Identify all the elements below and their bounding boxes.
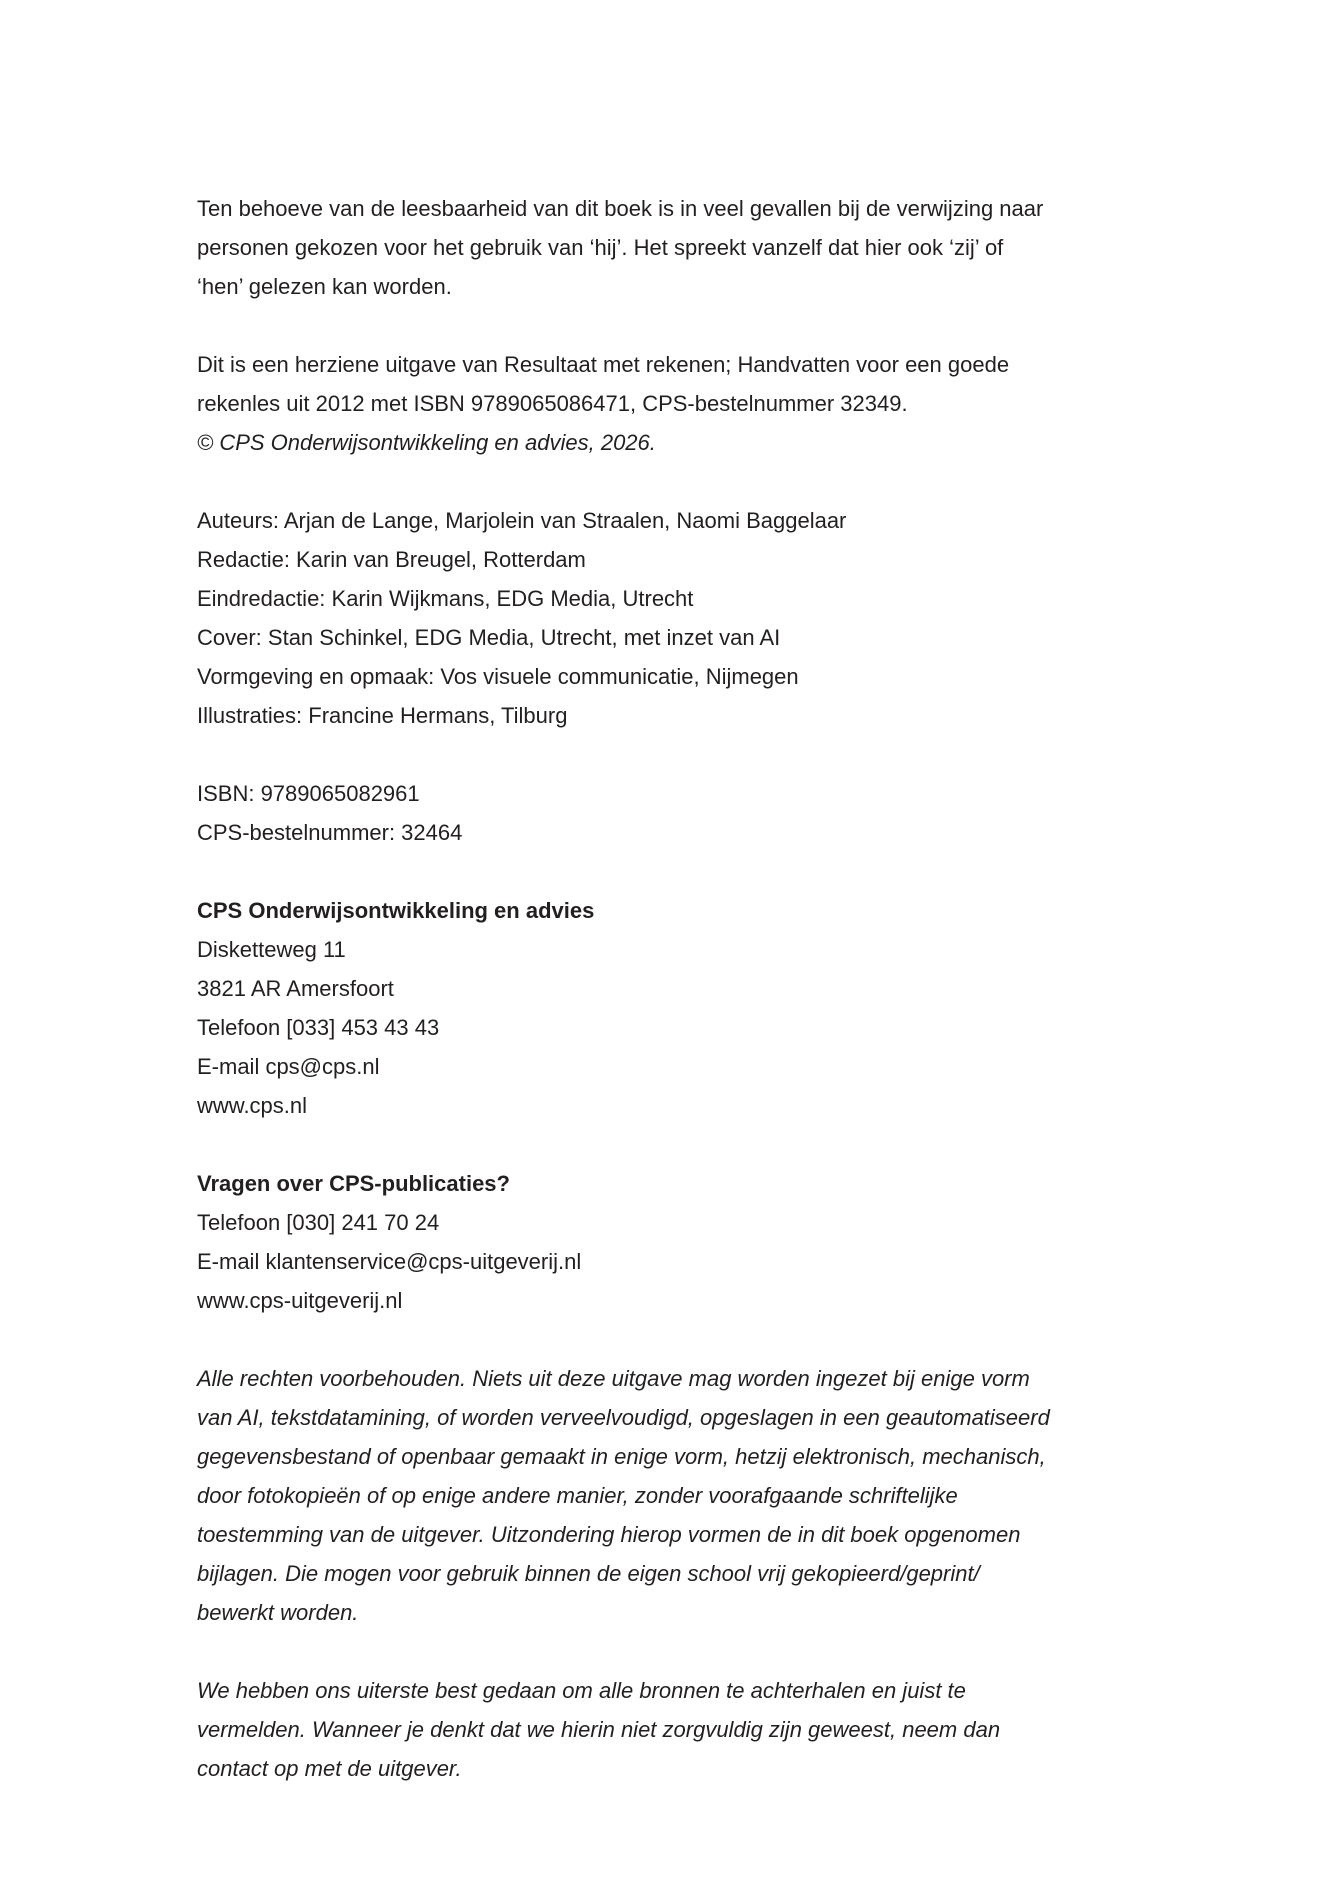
- publisher-street: Disketteweg 11: [197, 937, 346, 962]
- text-line: door fotokopieën of op enige andere manier, zonder voorafgaande schriftelijke: [197, 1483, 958, 1508]
- text-line: gegevensbestand of openbaar gemaakt in enige vorm, hetzij elektronisch, mechanisch,: [197, 1444, 1046, 1469]
- text-line: bewerkt worden.: [197, 1600, 359, 1625]
- publisher-city: 3821 AR Amersfoort: [197, 976, 394, 1001]
- publisher-address-block: [197, 891, 1197, 1125]
- spacer: [197, 1125, 1197, 1164]
- text-line: contact op met de uitgever.: [197, 1756, 462, 1781]
- spacer: [197, 1632, 1197, 1671]
- text-line: Ten behoeve van de leesbaarheid van dit boek is in veel gevallen bij de verwijzing naar: [197, 196, 1044, 221]
- gender-note-paragraph: [197, 189, 1197, 306]
- colophon-page: [197, 189, 1197, 1788]
- text-line: vermelden. Wanneer je denkt dat we hierin niet zorgvuldig zijn geweest, neem dan: [197, 1717, 1001, 1742]
- isbn: ISBN: 9789065082961: [197, 781, 420, 806]
- spacer: [197, 306, 1197, 345]
- text-line: bijlagen. Die mogen voor gebruik binnen de eigen school vrij gekopieerd/geprint/: [197, 1561, 980, 1586]
- publisher-phone: Telefoon [033] 453 43 43: [197, 1015, 440, 1040]
- edition-paragraph: [197, 345, 1197, 462]
- credit-final-editor: Eindredactie: Karin Wijkmans, EDG Media, Utrecht: [197, 586, 694, 611]
- publisher-name: CPS Onderwijsontwikkeling en advies: [197, 898, 595, 923]
- credits-list: [197, 501, 1197, 735]
- order-number: CPS-bestelnummer: 32464: [197, 820, 463, 845]
- text-line: rekenles uit 2012 met ISBN 9789065086471, CPS-bestelnummer 32349.: [197, 391, 908, 416]
- spacer: [197, 1320, 1197, 1359]
- text-line: van AI, tekstdatamining, of worden verveelvoudigd, opgeslagen in een geautomatiseerd: [197, 1405, 1050, 1430]
- questions-heading: Vragen over CPS-publicaties?: [197, 1171, 510, 1196]
- questions-phone: Telefoon [030] 241 70 24: [197, 1210, 440, 1235]
- questions-email: E-mail klantenservice@cps-uitgeverij.nl: [197, 1249, 582, 1274]
- credit-illustrations: Illustraties: Francine Hermans, Tilburg: [197, 703, 568, 728]
- sources-note-paragraph: [197, 1671, 1197, 1788]
- credit-design: Vormgeving en opmaak: Vos visuele communicatie, Nijmegen: [197, 664, 799, 689]
- credit-editor: Redactie: Karin van Breugel, Rotterdam: [197, 547, 586, 572]
- spacer: [197, 852, 1197, 891]
- spacer: [197, 735, 1197, 774]
- text-line: ‘hen’ gelezen kan worden.: [197, 274, 452, 299]
- questions-website: www.cps-uitgeverij.nl: [197, 1288, 403, 1313]
- credit-cover: Cover: Stan Schinkel, EDG Media, Utrecht, met inzet van AI: [197, 625, 781, 650]
- publisher-email: E-mail cps@cps.nl: [197, 1054, 380, 1079]
- questions-block: [197, 1164, 1197, 1320]
- publisher-website: www.cps.nl: [197, 1093, 308, 1118]
- text-line: Dit is een herziene uitgave van Resultaat met rekenen; Handvatten voor een goede: [197, 352, 1010, 377]
- spacer: [197, 462, 1197, 501]
- credit-authors: Auteurs: Arjan de Lange, Marjolein van Straalen, Naomi Baggelaar: [197, 508, 847, 533]
- identifiers-block: [197, 774, 1197, 852]
- text-line: toestemming van de uitgever. Uitzondering hierop vormen de in dit boek opgenomen: [197, 1522, 1021, 1547]
- copyright-notice: © CPS Onderwijsontwikkeling en advies, 2026.: [197, 430, 656, 455]
- text-line: personen gekozen voor het gebruik van ‘hij’. Het spreekt vanzelf dat hier ook ‘zij’ of: [197, 235, 1004, 260]
- text-line: Alle rechten voorbehouden. Niets uit deze uitgave mag worden ingezet bij enige vorm: [197, 1366, 1030, 1391]
- text-line: We hebben ons uiterste best gedaan om alle bronnen te achterhalen en juist te: [197, 1678, 966, 1703]
- rights-paragraph: [197, 1359, 1197, 1632]
